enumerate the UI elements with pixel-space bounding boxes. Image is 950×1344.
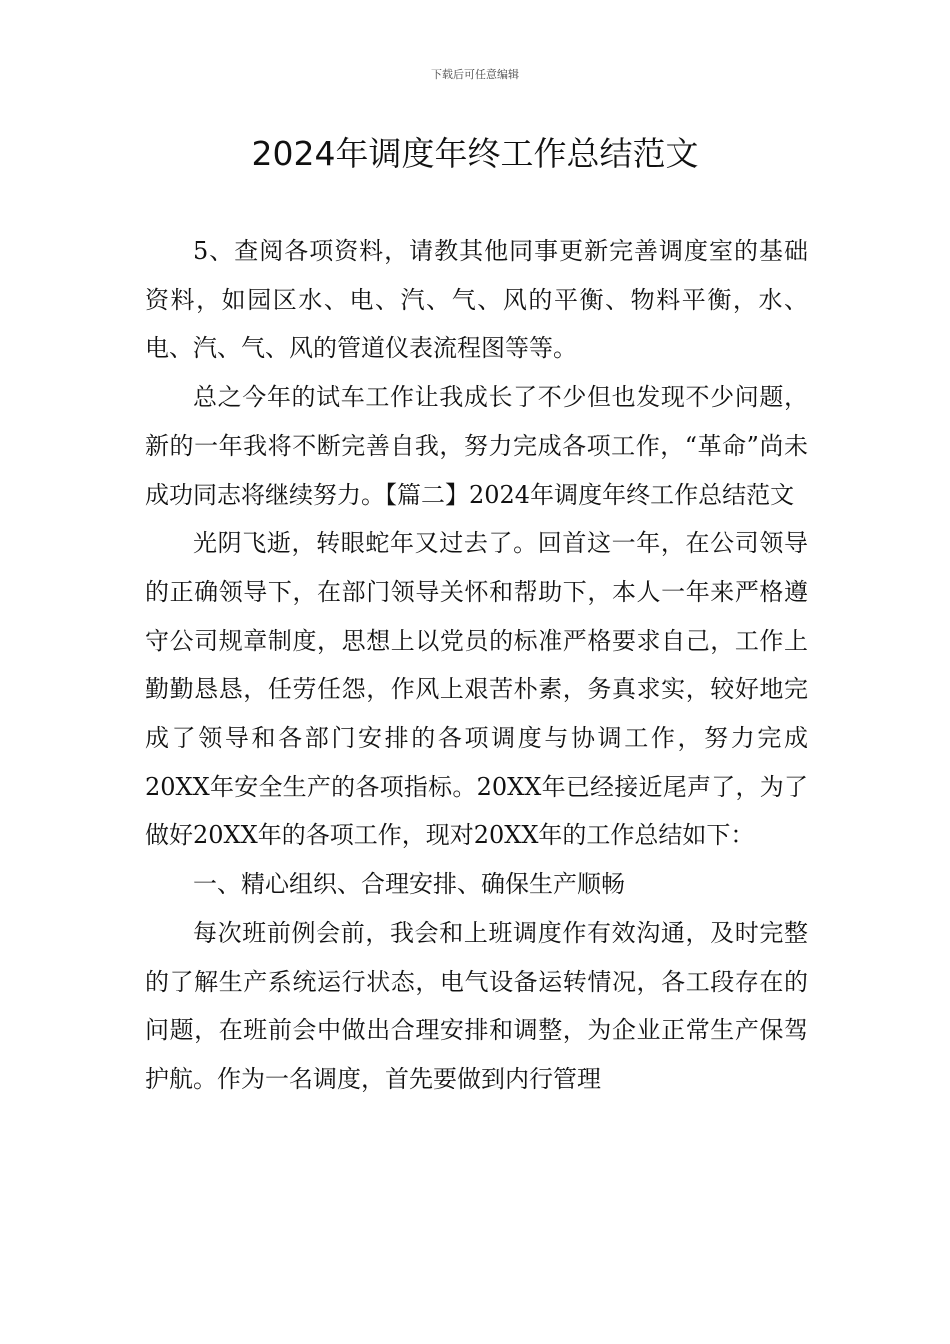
paragraph: 5、查阅各项资料，请教其他同事更新完善调度室的基础资料，如园区水、电、汽、气、风的平衡、物料平衡，水、电、汽、气、风的管道仪表流程图等等。 <box>145 237 808 363</box>
paragraph: 光阴飞逝，转眼蛇年又过去了。回首这一年，在公司领导的正确领导下，在部门领导关怀和帮助下，本人一年来严格遵守公司规章制度，思想上以党员的标准严格要求自己，工作上勤勤恳恳，任劳任怨，作风上艰苦朴素，务真求实，较好地完成了领导和各部门安排的各项调度与协调工作，努力完成20XX年安全生产的各项指标。20XX年已经接近尾声了，为了做好20XX年的各项工作，现对20XX年的工作总结如下： <box>145 529 808 850</box>
header-note: 下载后可任意编辑 <box>431 68 519 81</box>
paragraph: 总之今年的试车工作让我成长了不少但也发现不少问题，新的一年我将不断完善自我，努力完成各项工作，“革命”尚未成功同志将继续努力。【篇二】2024年调度年终工作总结范文 <box>145 383 808 509</box>
document-body <box>145 227 808 1104</box>
paragraph: 一、精心组织、合理安排、确保生产顺畅 <box>193 870 625 899</box>
document-title: 2024年调度年终工作总结范文 <box>251 134 699 173</box>
paragraph: 每次班前例会前，我会和上班调度作有效沟通，及时完整的了解生产系统运行状态，电气设备运转情况，各工段存在的问题，在班前会中做出合理安排和调整，为企业正常生产保驾护航。作为一名调度，首先要做到内行管理 <box>145 918 808 1093</box>
